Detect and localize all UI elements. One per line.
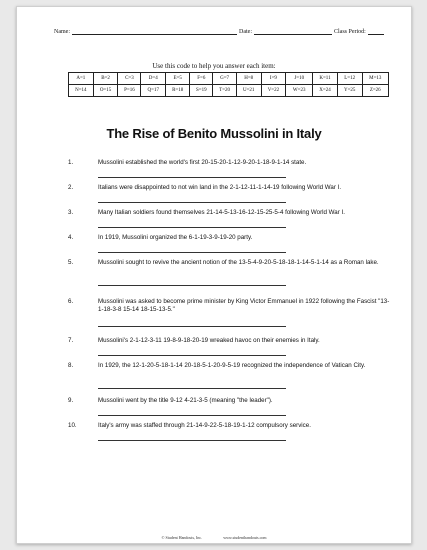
code-cell: W=23	[286, 85, 313, 97]
code-cell: T=20	[213, 85, 237, 97]
footer-copyright: © Student Handouts, Inc.	[161, 535, 203, 540]
answer-line[interactable]	[98, 252, 286, 253]
code-cell: M=13	[362, 73, 388, 85]
question-number: 4.	[68, 234, 74, 241]
answer-line[interactable]	[98, 388, 286, 389]
code-cell: I=9	[261, 73, 286, 85]
question-text: In 1919, Mussolini organized the 6-1-19-3-9-19-20 party.	[98, 234, 253, 241]
answer-line[interactable]	[98, 326, 286, 327]
question-text: In 1929, the 12-1-20-5-18-1-14 20-18-5-1-20-9-5-19 recognized the independence of Vatican City.	[98, 362, 366, 369]
code-cell: R=18	[166, 85, 190, 97]
question-text: Mussolini's 2-1-12-3-11 19-8-9-18-20-19 wreaked havoc on their enemies in Italy.	[98, 337, 320, 344]
question-text: Many Italian soldiers found themselves 21-14-5-13-16-12-15-25-5-4 following World War I.	[98, 209, 345, 216]
worksheet-title: The Rise of Benito Mussolini in Italy	[106, 126, 322, 141]
code-cell: B=2	[93, 73, 118, 85]
answer-line[interactable]	[98, 285, 286, 286]
question-number: 3.	[68, 209, 74, 216]
code-cell: L=12	[337, 73, 362, 85]
code-cell: V=22	[261, 85, 286, 97]
name-field-line	[72, 29, 237, 35]
code-cell: X=24	[313, 85, 338, 97]
code-cell: Q=17	[141, 85, 166, 97]
class-period-label: Class Period:	[334, 29, 366, 35]
question-text: Italy's army was staffed through 21-14-9-22-5-18-19-1-12 compulsory service.	[98, 422, 311, 429]
question-number: 8.	[68, 362, 74, 369]
question-text: Italians were disappointed to not win land in the 2-1-12-11-1-14-19 following World War I.	[98, 184, 342, 191]
code-cell: F=6	[190, 73, 213, 85]
code-cell: D=4	[141, 73, 166, 85]
question-number: 9.	[68, 397, 74, 404]
question-number: 7.	[68, 337, 74, 344]
footer-url[interactable]: www.studenthandouts.com	[223, 535, 267, 540]
code-cell: U=21	[236, 85, 261, 97]
code-cell: P=16	[118, 85, 141, 97]
question-text: Mussolini established the world's first 20-15-20-1-12-9-20-1-18-9-1-14 state.	[98, 159, 307, 166]
question-number: 6.	[68, 298, 74, 305]
answer-line[interactable]	[98, 355, 286, 356]
code-row	[69, 73, 389, 85]
answer-line[interactable]	[98, 415, 286, 416]
name-label: Name:	[54, 29, 70, 35]
class-period-field-line	[368, 29, 384, 35]
question-number: 10.	[68, 422, 77, 429]
code-caption: Use this code to help you answer each item:	[152, 62, 276, 70]
letter-number-code-table	[68, 72, 389, 97]
code-cell: G=7	[213, 73, 237, 85]
question-number: 5.	[68, 259, 74, 266]
question-text: Mussolini sought to revive the ancient notion of the 13-5-4-9-20-5-18-18-1-14-5-1-14 as a Roman lake.	[98, 259, 379, 266]
question-number: 1.	[68, 159, 74, 166]
question-number: 2.	[68, 184, 74, 191]
answer-line[interactable]	[98, 177, 286, 178]
code-cell: A=1	[69, 73, 94, 85]
student-info-header	[54, 29, 394, 35]
page-footer	[17, 535, 411, 540]
code-cell: O=15	[93, 85, 118, 97]
question-text: Mussolini was asked to become prime minister by King Victor Emmanuel in 1922 following the Fascist "13-1-18-3-8 15-14 18-15-13-5."	[98, 298, 390, 314]
answer-line[interactable]	[98, 227, 286, 228]
answer-line[interactable]	[98, 202, 286, 203]
answer-line[interactable]	[98, 440, 286, 441]
code-cell: K=11	[313, 73, 338, 85]
question-text: Mussolini went by the title 9-12 4-21-3-5 (meaning "the leader").	[98, 397, 273, 404]
code-cell: Y=25	[337, 85, 362, 97]
code-row	[69, 85, 389, 97]
code-cell: N=14	[69, 85, 94, 97]
code-cell: J=10	[286, 73, 313, 85]
code-cell: S=19	[190, 85, 213, 97]
code-cell: C=3	[118, 73, 141, 85]
date-label: Date:	[239, 29, 252, 35]
code-cell: Z=26	[362, 85, 388, 97]
worksheet-page	[16, 6, 412, 544]
date-field-line	[254, 29, 332, 35]
code-cell: H=8	[236, 73, 261, 85]
code-cell: E=5	[166, 73, 190, 85]
